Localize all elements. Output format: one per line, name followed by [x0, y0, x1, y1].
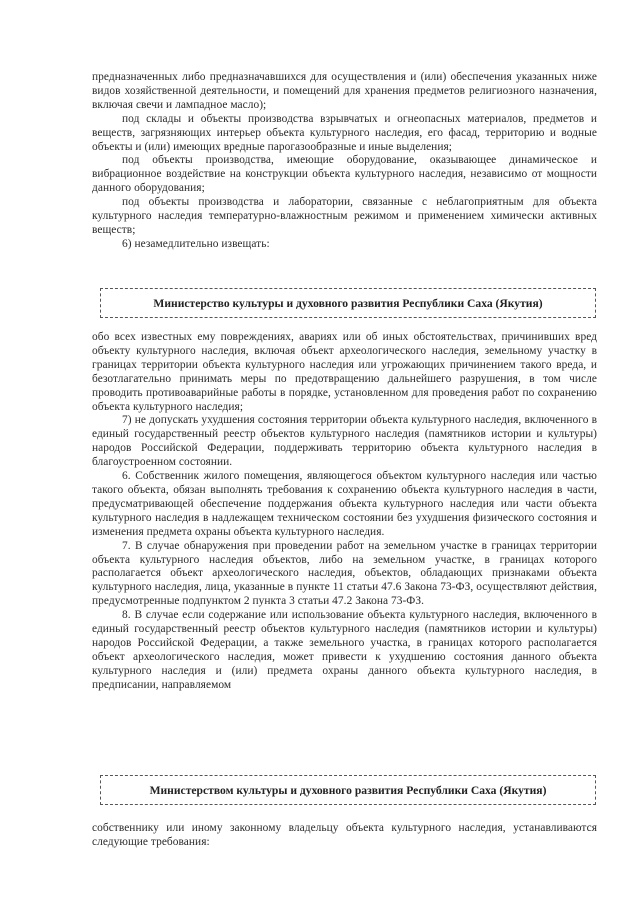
paragraph: предназначенных либо предназначавшихся для осуществления и (или) обеспечения указанных ниже видов хозяйственной деятельности, и помещений для хранения предметов религиозного назначения, включая свечи и лампадное масло);: [92, 71, 597, 111]
paragraph: собственнику или иному законному владельцу объекта культурного наследия, устанавливаются следующие требования:: [92, 822, 597, 848]
text-block-2: [92, 331, 597, 693]
ministry-box-2: [100, 775, 596, 805]
paragraph: под объекты производства и лаборатории, связанные с неблагоприятным для объекта культурного наследия температурно-влажностным режимом и применением химически активных веществ;: [92, 196, 597, 236]
paragraph: обо всех известных ему повреждениях, авариях или об иных обстоятельствах, причинивших вред объекту культурного наследия, включая объект археологического наследия, земельному участку в границах территории объекта культурного наследия или угрожающих причинением такого вреда, и безотлагательно принимать меры по предотвращению дальнейшего разрушения, в том числе проводить противоаварийные работы в порядке, установленном для проведения работ по сохранению объекта культурного наследия;: [92, 331, 597, 413]
paragraph: 6. Собственник жилого помещения, являющегося объектом культурного наследия или частью такого объекта, обязан выполнять требования к сохранению объекта культурного наследия в части, предусматривающей обеспечение поддержания объекта культурного наследия или части объекта культурного наследия в надлежащем техническом состоянии без ухудшения физического состояния и изменения предмета охраны объекта культурного наследия.: [92, 470, 597, 538]
paragraph: под склады и объекты производства взрывчатых и огнеопасных материалов, предметов и веществ, загрязняющих интерьер объекта культурного наследия, его фасад, территорию и водные объекты и (или) имеющих вредные парогазообразные и иные выделения;: [92, 112, 597, 153]
ministry-box-1: [100, 288, 596, 318]
paragraph: 7. В случае обнаружения при проведении работ на земельном участке в границах территории объекта культурного наследия объектов, либо на земельном участке, в границах которого располагается объект археологического наследия, объектов, обладающих признаками объекта культурного наследия, лица, указанные в пункте 11 статьи 47.6 Закона 73-ФЗ, осуществляют действия, предусмотренные подпунктом 2 пункта 3 статьи 47.2 Закона 73-ФЗ.: [92, 539, 597, 608]
ministry-name: Министерством культуры и духовного развития Республики Саха (Якутия): [149, 783, 547, 797]
paragraph: 6) незамедлительно извещать:: [122, 237, 270, 250]
ministry-name: Министерство культуры и духовного развития Республики Саха (Якутия): [153, 296, 543, 310]
paragraph: 7) не допускать ухудшения состояния территории объекта культурного наследия, включенного в единый государственный реестр объектов культурного наследия (памятников истории и культуры) народов Российской Федерации, поддерживать территорию объекта культурного наследия в благоустроенном состоянии.: [92, 414, 597, 469]
paragraph: под объекты производства, имеющие оборудование, оказывающее динамическое и вибрационное воздействие на конструкции объекта культурного наследия, независимо от мощности данного оборудования;: [92, 154, 597, 195]
text-block-1: [92, 71, 597, 252]
paragraph: 8. В случае если содержание или использование объекта культурного наследия, включенного в единый государственный реестр объектов культурного наследия (памятников истории и культуры) народов Российской Федерации, а также земельного участка, в границах которого располагается объект археологического наследия, может привести к ухудшению состояния данного объекта культурного наследия и (или) предмета охраны данного объекта культурного наследия, в предписании, направляемом: [92, 609, 597, 691]
text-block-3: [92, 822, 597, 850]
